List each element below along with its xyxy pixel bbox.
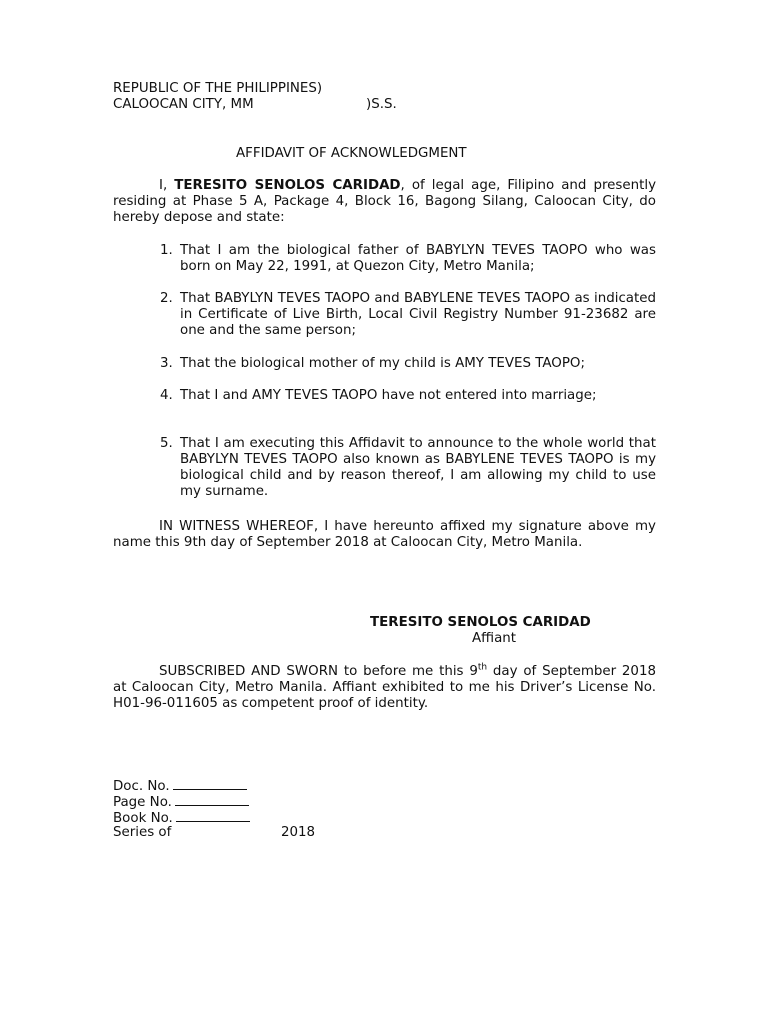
statement-number: 3. (160, 356, 173, 371)
book-no-blank (176, 809, 250, 822)
statement-number: 2. (160, 291, 173, 306)
intro-paragraph (113, 178, 656, 226)
statement-text: That I am executing this Affidavit to announce to the whole world that BABYLYN TEVES TAOPO also known as BABYLENE TEVES TAOPO is my biological child and by reason thereof, I am allowing my child to use my surname. (180, 436, 656, 499)
intro-rest: , of legal age, Filipino and presently residing at Phase 5 A, Package 4, Block 16, Bagong Silang, Caloocan City, do hereby depose and state: (113, 178, 656, 225)
header-city: CALOOCAN CITY, MM (113, 97, 254, 112)
statement-text: That I am the biological father of BABYLYN TEVES TAOPO who was born on May 22, 1991, at Quezon City, Metro Manila; (180, 243, 656, 274)
statement-text: That the biological mother of my child is AMY TEVES TAOPO; (180, 356, 585, 371)
statement-number: 5. (160, 436, 173, 451)
series-label: Series of (113, 825, 172, 840)
jurat-ordinal-suffix: th (477, 662, 488, 673)
jurat-after: day of September 2018 at Caloocan City, Metro Manila. Affiant exhibited to me his Driver’s License No. H01-96-011605 as competent proof of identity. (113, 664, 656, 711)
jurat-before: SUBSCRIBED AND SWORN to before me this 9 (159, 664, 478, 679)
signature-role: Affiant (472, 631, 517, 646)
jurat-paragraph (113, 664, 656, 712)
document-title: AFFIDAVIT OF ACKNOWLEDGMENT (236, 146, 467, 161)
page-no-blank (175, 793, 249, 806)
statement-text: That BABYLYN TEVES TAOPO and BABYLENE TEVES TAOPO as indicated in Certificate of Live Birth, Local Civil Registry Number 91-23682 are one and the same person; (180, 291, 656, 338)
statement-number: 1. (160, 243, 173, 258)
header-ss: )S.S. (366, 97, 397, 112)
witness-paragraph: IN WITNESS WHEREOF, I have hereunto affixed my signature above my name this 9th day of September 2018 at Caloocan City, Metro Manila. (113, 519, 656, 550)
doc-no-label: Doc. No. (113, 779, 170, 794)
book-no-label: Book No. (113, 811, 173, 826)
intro-prefix: I, (159, 178, 175, 193)
affiant-name-intro: TERESITO SENOLOS CARIDAD (174, 178, 401, 193)
statement-number: 4. (160, 388, 173, 403)
doc-no-blank (173, 777, 247, 790)
signature-name: TERESITO SENOLOS CARIDAD (370, 615, 591, 630)
statement-text: That I and AMY TEVES TAOPO have not entered into marriage; (180, 388, 597, 403)
page-no-label: Page No. (113, 795, 172, 810)
header-republic: REPUBLIC OF THE PHILIPPINES) (113, 81, 323, 96)
series-year: 2018 (281, 825, 316, 840)
